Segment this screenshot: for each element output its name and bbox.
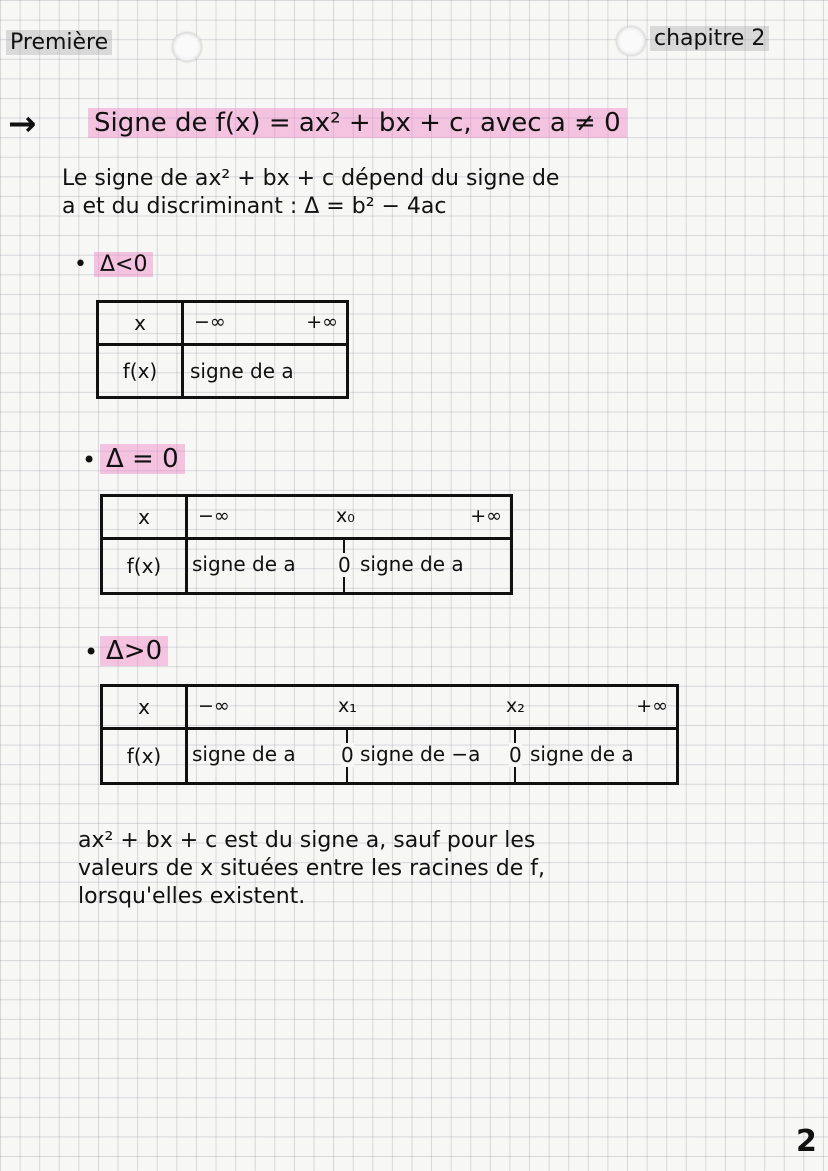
x-header-cell: x (98, 302, 183, 345)
page-number: 2 (796, 1124, 817, 1159)
x-values-cell (187, 686, 678, 729)
minus-infinity: −∞ (198, 505, 230, 527)
root-x2: x₂ (506, 695, 525, 717)
header-left-label: Première (6, 30, 112, 55)
fx-header-cell: f(x) (102, 729, 187, 784)
section-title: Signe de f(x) = ax² + bx + c, avec a ≠ 0 (88, 108, 627, 138)
conclusion-line-2: valeurs de x situées entre les racines de f, (78, 856, 545, 881)
sign-left: signe de a (192, 552, 296, 576)
intro-line-2: a et du discriminant : Δ = b² − 4ac (62, 194, 447, 219)
zero-mark-2: 0 (509, 743, 522, 767)
sign-cells (187, 539, 512, 594)
sign-right: signe de a (360, 552, 464, 576)
header-right-label: chapitre 2 (650, 26, 769, 51)
case1-heading: Δ<0 (94, 252, 153, 277)
conclusion-line-3: lorsqu'elles existent. (78, 884, 306, 909)
x-header-cell: x (102, 496, 187, 539)
punch-hole-left (172, 32, 202, 62)
heading-arrow: → (8, 104, 37, 144)
case2-bullet: • (82, 446, 97, 474)
minus-infinity: −∞ (194, 311, 226, 333)
case3-heading: Δ>0 (100, 636, 168, 666)
case1-bullet: • (74, 252, 87, 277)
case2-heading: Δ = 0 (100, 444, 185, 474)
plus-infinity: +∞ (306, 311, 338, 333)
sign-left: signe de a (192, 742, 296, 766)
x-header-cell: x (102, 686, 187, 729)
sign-right: signe de a (530, 742, 634, 766)
sign-table-delta-positive (100, 684, 679, 785)
fx-header-cell: f(x) (102, 539, 187, 594)
minus-infinity: −∞ (198, 695, 230, 717)
intro-line-1: Le signe de ax² + bx + c dépend du signe de (62, 166, 560, 191)
sign-middle: signe de −a (360, 742, 481, 766)
zero-mark-1: 0 (341, 743, 354, 767)
conclusion-line-1: ax² + bx + c est du signe a, sauf pour les (78, 828, 536, 853)
zero-mark: 0 (338, 553, 351, 577)
x-values-cell (187, 496, 512, 539)
root-x1: x₁ (338, 695, 357, 717)
sign-cell: signe de a (183, 345, 348, 398)
sign-table-delta-zero (100, 494, 513, 595)
x-values-cell (183, 302, 348, 345)
plus-infinity: +∞ (470, 505, 502, 527)
sign-table-delta-negative (96, 300, 349, 399)
root-x0: x₀ (336, 505, 355, 527)
punch-hole-right (616, 26, 646, 56)
fx-header-cell: f(x) (98, 345, 183, 398)
plus-infinity: +∞ (636, 695, 668, 717)
case3-bullet: • (84, 638, 99, 666)
sign-cells (187, 729, 678, 784)
